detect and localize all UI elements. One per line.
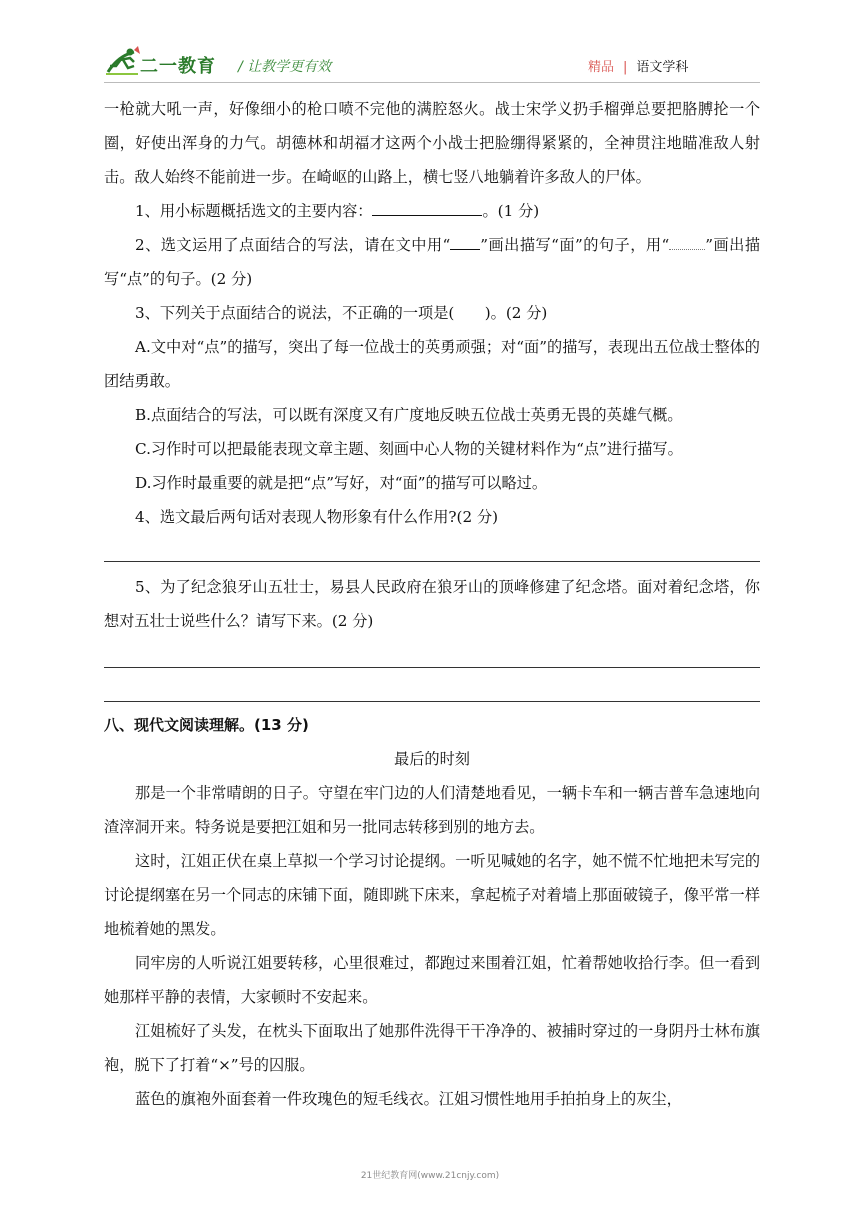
straight-underline-sample: [450, 235, 480, 250]
q2-text-b: ”画出描写“面”的句子，用“: [480, 236, 670, 254]
header-right: [588, 56, 688, 75]
page-content: [104, 92, 760, 1116]
passage-tail: 一枪就大吼一声，好像细小的枪口喷不完他的满腔怒火。战士宋学义扔手榴弹总要把胳膊抡一个圈，好使出浑身的力气。胡德林和胡福才这两个小战士把脸绷得紧紧的，全神贯注地瞄准敌人射击。敌人始终不能前进一步。在崎岖的山路上，横七竖八地躺着许多敌人的尸体。: [104, 100, 760, 186]
question-4: 4、选文最后两句话对表现人物形象有什么作用?(2 分): [135, 508, 499, 526]
section-8-heading: 八、现代文阅读理解。(13 分): [104, 716, 309, 734]
slogan: / 让教学更有效: [238, 59, 332, 75]
article-title: 最后的时刻: [394, 750, 470, 768]
q5-answer-line-2[interactable]: [104, 668, 760, 702]
q1-score: 。(1 分): [482, 202, 540, 220]
article-paragraph: 那是一个非常晴朗的日子。守望在牢门边的人们清楚地看见，一辆卡车和一辆吉普车急速地向渣滓洞开来。特务说是要把江姐和另一批同志转移到别的地方去。: [104, 784, 760, 836]
logo-text: 二一教育: [140, 56, 216, 77]
q1-text: 1、用小标题概括选文的主要内容：: [135, 202, 373, 220]
article-paragraph: 蓝色的旗袍外面套着一件玫瑰色的短毛线衣。江姐习惯性地用手拍拍身上的灰尘，: [135, 1090, 682, 1108]
question-5: 5、为了纪念狼牙山五壮士，易县人民政府在狼牙山的顶峰修建了纪念塔。面对着纪念塔，你想对五壮士说些什么？请写下来。(2 分): [104, 578, 760, 630]
page-footer: 21世纪教育网(www.21cnjy.com): [360, 1171, 500, 1181]
page-header: [0, 0, 860, 90]
article-paragraph: 江姐梳好了头发，在枕头下面取出了她那件洗得干干净净的、被捕时穿过的一身阴丹士林布旗袍，脱下了打着“×”号的囚服。: [104, 1022, 760, 1074]
question-2: [104, 228, 760, 296]
q2-text-a: 2、选文运用了点面结合的写法，请在文中用“: [135, 236, 451, 254]
q3-option-b[interactable]: B.点面结合的写法，可以既有深度又有广度地反映五位战士英勇无畏的英雄气概。: [135, 406, 683, 424]
question-3: 3、下列关于点面结合的说法，不正确的一项是( )。(2 分): [135, 304, 548, 322]
wavy-underline-sample: [669, 235, 705, 250]
q5-answer-line-1[interactable]: [104, 638, 760, 668]
q4-answer-line[interactable]: [104, 534, 760, 562]
header-divider: [104, 82, 760, 83]
subject-label: 语文学科: [636, 60, 689, 75]
quality-label: 精品: [588, 60, 615, 75]
question-1: [104, 194, 760, 228]
article-paragraph: 这时，江姐正伏在桌上草拟一个学习讨论提纲。一听见喊她的名字，她不慌不忙地把未写完的讨论提纲塞在另一个同志的床铺下面，随即跳下床来，拿起梳子对着墙上那面破镜子，像平常一样地梳着她的黑发。: [104, 852, 760, 938]
q2-text-c: ”画出描写“点”的句子。(2 分): [104, 236, 761, 288]
q3-option-d[interactable]: D.习作时最重要的就是把“点”写好，对“面”的描写可以略过。: [135, 474, 548, 492]
article-paragraph: 同牢房的人听说江姐要转移，心里很难过，都跑过来围着江姐，忙着帮她收拾行李。但一看到她那样平静的表情，大家顿时不安起来。: [104, 954, 760, 1006]
q3-option-a[interactable]: A.文中对“点”的描写，突出了每一位战士的英勇顽强；对“面”的描写，表现出五位战士整体的团结勇敢。: [104, 338, 760, 390]
q3-option-c[interactable]: C.习作时可以把最能表现文章主题、刻画中心人物的关键材料作为“点”进行描写。: [135, 440, 683, 458]
q1-answer-blank[interactable]: [372, 197, 482, 216]
header-separator: |: [623, 60, 628, 75]
